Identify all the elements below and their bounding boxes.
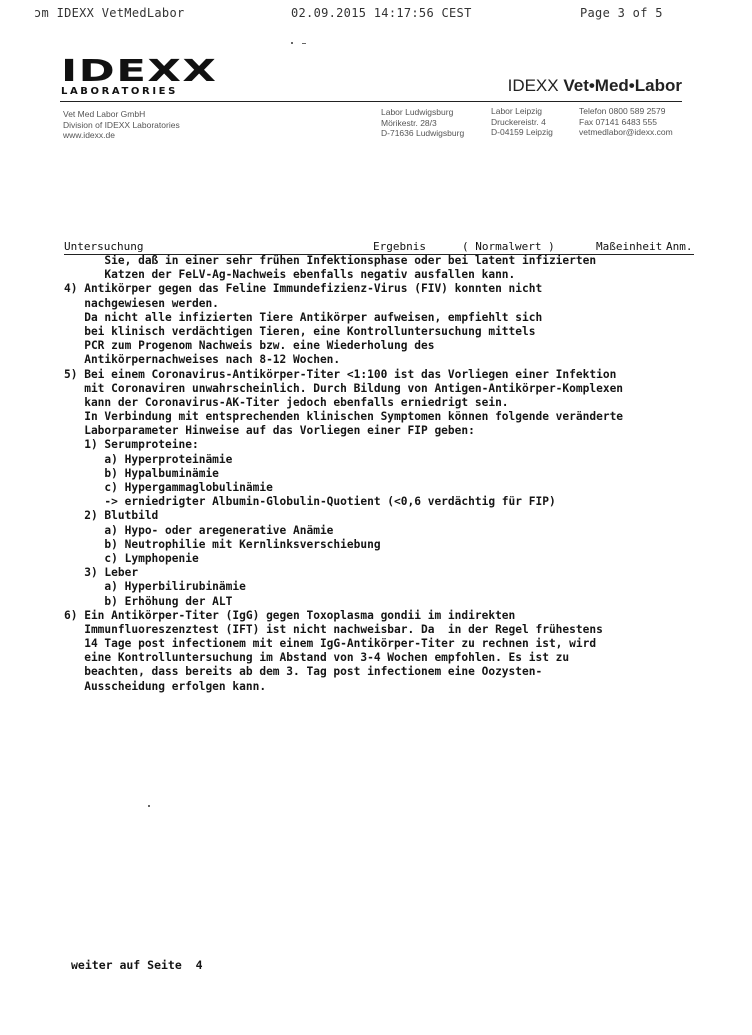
column-ergebnis: Ergebnis (373, 240, 426, 253)
report-line: c) Hypergammaglobulinämie (64, 481, 273, 494)
results-column-header (64, 240, 694, 255)
lab-ludwigsburg-address (381, 107, 464, 139)
report-line: a) Hyperbilirubinämie (64, 580, 246, 594)
address-line: D-71636 Ludwigsburg (381, 128, 465, 138)
address-line: Telefon 0800 589 2579 (579, 106, 666, 116)
report-line: c) Lymphopenie (64, 551, 199, 565)
report-line: Katzen der FeLV-Ag-Nachweis ebenfalls negativ ausfallen kann. (64, 268, 516, 282)
scan-speck (148, 805, 150, 807)
address-line: D-04159 Leipzig (491, 127, 553, 137)
fax-sender: ɔm IDEXX VetMedLabor (34, 6, 185, 20)
column-masseinheit: Maßeinheit (596, 240, 663, 253)
report-line: a) Hypo- oder aregenerative Anämie (64, 523, 334, 537)
report-line: 2) Blutbild (64, 509, 159, 523)
report-line: Immunfluoreszenztest (IFT) ist nicht nachweisbar. Da in der Regel frühestens (64, 622, 603, 636)
address-line: www.idexx.de (63, 130, 115, 140)
report-line: b) Neutrophilie mit Kernlinksverschiebung (64, 537, 381, 551)
address-line: Mörikestr. 28/3 (381, 117, 437, 128)
logo-subtitle: LABORATORIES (61, 86, 178, 97)
report-line: Antikörpernachweises nach 8-12 Wochen. (64, 353, 341, 367)
report-body (64, 254, 724, 694)
fax-timestamp: 02.09.2015 14:17:56 CEST (291, 6, 472, 20)
report-line: Laborparameter Hinweise auf das Vorliegen einer FIP geben: (64, 424, 475, 438)
address-line: vetmedlabor@idexx.com (579, 127, 673, 137)
report-line: 1) Serumproteine: (64, 438, 199, 452)
column-untersuchung: Untersuchung (64, 240, 144, 253)
report-line: 4) Antikörper gegen das Feline Immundefizienz-Virus (FIV) konnten nicht (64, 282, 543, 296)
report-line: kann der Coronavirus-AK-Titer jedoch ebenfalls erniedrigt sein. (64, 395, 509, 409)
report-line: Ausscheidung erfolgen kann. (64, 679, 267, 693)
brand-bold: Vet•Med•Labor (563, 76, 682, 95)
logo-word: IDEXX (61, 54, 218, 89)
report-line: b) Hypalbuminämie (64, 466, 219, 480)
company-address (63, 109, 180, 141)
idexx-logo (61, 54, 218, 97)
report-line: Da nicht alle infizierten Tiere Antikörper aufweisen, empfiehlt sich (64, 310, 543, 324)
report-line: 14 Tage post infectionem mit einem IgG-Antikörper-Titer zu rechnen ist, wird (64, 637, 597, 651)
report-line: 6) Ein Antikörper-Titer (IgG) gegen Toxoplasma gondii im indirekten (64, 608, 516, 622)
address-line: Division of IDEXX Laboratories (63, 119, 180, 130)
column-normalwert: ( Normalwert ) (462, 240, 555, 253)
scan-speck (302, 43, 306, 44)
report-line: bei klinisch verdächtigen Tieren, eine Kontrolluntersuchung mittels (64, 324, 536, 338)
report-line: b) Erhöhung der ALT (64, 594, 233, 608)
report-line: mit Coronaviren unwahrscheinlich. Durch Bildung von Antigen-Antikörper-Komplexen (64, 381, 624, 395)
report-line: nachgewiesen werden. (64, 296, 219, 310)
continued-note: weiter auf Seite 4 (71, 958, 203, 972)
report-line: 5) Bei einem Coronavirus-Antikörper-Titer <1:100 ist das Vorliegen einer Infektion (64, 367, 617, 381)
fax-page-number: Page 3 of 5 (580, 6, 663, 20)
report-line: 3) Leber (64, 566, 139, 580)
address-line: Labor Ludwigsburg (381, 107, 454, 117)
address-line: Vet Med Labor GmbH (63, 109, 146, 119)
contact-info (579, 106, 673, 138)
address-line: Druckereistr. 4 (491, 116, 546, 127)
scan-speck (291, 42, 293, 44)
report-line: Sie, daß in einer sehr frühen Infektionsphase oder bei latent infizierten (64, 254, 597, 267)
header-rule (60, 101, 682, 102)
address-line: Fax 07141 6483 555 (579, 116, 657, 127)
lab-leipzig-address (491, 106, 553, 138)
report-line: -> erniedrigter Albumin-Globulin-Quotient (<0,6 verdächtig für FIP) (64, 495, 556, 509)
report-line: In Verbindung mit entsprechenden klinischen Symptomen können folgende veränderte (64, 410, 624, 424)
address-line: Labor Leipzig (491, 106, 543, 116)
report-line: a) Hyperproteinämie (64, 452, 233, 466)
column-anmerkung: Anm. (666, 240, 693, 253)
brand-prefix: IDEXX (507, 76, 564, 95)
report-line: beachten, dass bereits ab dem 3. Tag post infectionem eine Oozysten- (64, 665, 543, 679)
report-line: eine Kontrolluntersuchung im Abstand von 3-4 Wochen empfohlen. Es ist zu (64, 651, 570, 665)
report-line: PCR zum Progenom Nachweis bzw. eine Wiederholung des (64, 339, 435, 353)
brand-name (508, 76, 682, 96)
